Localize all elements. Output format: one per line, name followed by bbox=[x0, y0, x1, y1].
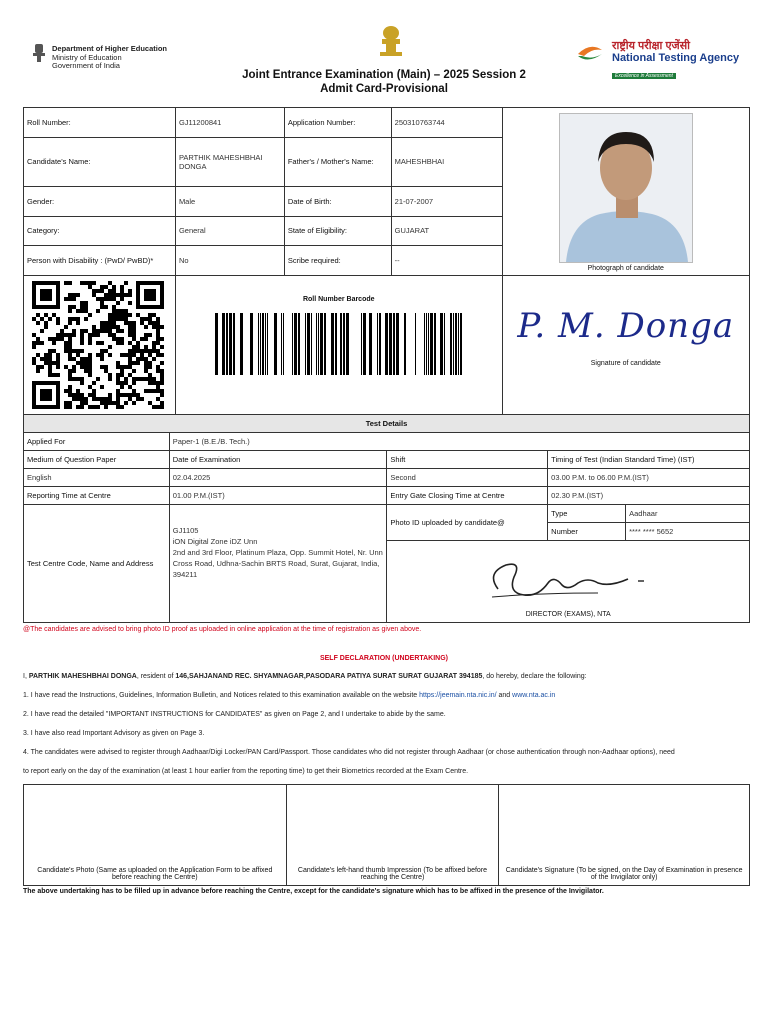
reporting-time-value: 01.00 P.M.(IST) bbox=[169, 487, 387, 505]
test-centre-code: GJ1105 bbox=[172, 526, 199, 535]
category-label: Category: bbox=[24, 216, 176, 246]
application-number-label: Application Number: bbox=[284, 108, 391, 138]
declaration-item-1 bbox=[23, 692, 750, 699]
declaration-item-4-line-1: 4. The candidates were advised to register through Aadhaar/Digi Locker/PAN Card/Passport. Those candidates who did not register through Aadhaar (or chose authentication through non-Aadhaar options), need bbox=[23, 749, 675, 756]
ashoka-emblem-small-icon bbox=[28, 42, 50, 64]
scribe-value: -- bbox=[391, 246, 502, 276]
declaration-address: 146,SAHJANAND REC. SHYAMNAGAR,PASODARA PATIYA SURAT SURAT GUJARAT 394185 bbox=[175, 673, 483, 680]
timing-label: Timing of Test (Indian Standard Time) (IST) bbox=[548, 451, 750, 469]
test-centre-name: iON Digital Zone iDZ Unn bbox=[172, 537, 258, 546]
department-name: Department of Higher Education bbox=[52, 44, 168, 53]
gender-label: Gender: bbox=[24, 186, 176, 216]
gate-closing-label: Entry Gate Closing Time at Centre bbox=[387, 487, 548, 505]
ministry-name: Ministry of Education bbox=[52, 52, 122, 62]
roll-number-value: GJ11200841 bbox=[175, 108, 284, 138]
shift-label: Shift bbox=[387, 451, 548, 469]
jeemain-link[interactable]: https://jeemain.nta.nic.in/ bbox=[419, 692, 497, 699]
test-centre-value bbox=[169, 505, 387, 623]
nta-logo-icon bbox=[576, 42, 604, 64]
id-type-value: Aadhaar bbox=[626, 505, 750, 523]
dob-label: Date of Birth: bbox=[284, 186, 391, 216]
state-eligibility-label: State of Eligibility: bbox=[284, 216, 391, 246]
category-value: General bbox=[175, 216, 284, 246]
qr-code-icon bbox=[32, 281, 166, 409]
candidate-name-value: PARTHIK MAHESHBHAI DONGA bbox=[175, 137, 284, 186]
candidate-info-table bbox=[23, 107, 750, 417]
candidate-name-label: Candidate's Name: bbox=[24, 137, 176, 186]
barcode-icon bbox=[211, 313, 467, 375]
application-number-value: 250310763744 bbox=[391, 108, 502, 138]
state-eligibility-value: GUJARAT bbox=[391, 216, 502, 246]
nta-tagline: Excellence in Assessment bbox=[612, 73, 676, 79]
nta-hindi-name: राष्ट्रीय परीक्षा एजेंसी bbox=[612, 40, 690, 52]
declaration-name: PARTHIK MAHESHBHAI DONGA bbox=[28, 673, 137, 680]
timing-value: 03.00 P.M. to 06.00 P.M.(IST) bbox=[548, 469, 750, 487]
declaration-item-1-text: 1. I have read the Instructions, Guidelines, Information Bulletin, and Notices related to this examination available on the website bbox=[23, 692, 420, 699]
shift-value: Second bbox=[387, 469, 548, 487]
director-caption: DIRECTOR (EXAMS), NTA bbox=[525, 611, 611, 618]
pwd-value: No bbox=[175, 246, 284, 276]
roll-number-label: Roll Number: bbox=[24, 108, 176, 138]
declaration-item-1-and: and bbox=[496, 692, 513, 699]
photo-caption: Photograph of candidate bbox=[587, 265, 664, 272]
photo-cell bbox=[502, 108, 749, 276]
applied-for-value: Paper-1 (B.E./B. Tech.) bbox=[169, 433, 749, 451]
document-title: Admit Card-Provisional bbox=[320, 83, 448, 95]
test-centre-label: Test Centre Code, Name and Address bbox=[24, 505, 170, 623]
director-signature-icon bbox=[478, 553, 658, 611]
signature-caption: Signature of candidate bbox=[590, 360, 661, 367]
page-header bbox=[0, 0, 768, 100]
declaration-intro bbox=[23, 673, 750, 680]
nta-link[interactable]: www.nta.ac.in bbox=[512, 692, 556, 699]
government-name: Government of India bbox=[52, 61, 120, 70]
declaration-item-2: 2. I have read the detailed "IMPORTANT INSTRUCTIONS for CANDIDATES" as given on Page 2, and I undertake to abide by the same. bbox=[23, 711, 446, 718]
barcode-cell bbox=[175, 276, 502, 417]
thumb-impression-box: Candidate's left-hand thumb Impression (To be affixed before reaching the Centre) bbox=[286, 785, 499, 886]
candidate-photo bbox=[559, 113, 693, 263]
gender-value: Male bbox=[175, 186, 284, 216]
test-details-title: Test Details bbox=[24, 415, 750, 433]
photo-id-notice: @The candidates are advised to bring photo ID proof as uploaded in online application at the time of registration as given above. bbox=[23, 626, 422, 633]
declaration-intro-mid: , resident of bbox=[136, 673, 176, 680]
id-number-label: Number bbox=[548, 523, 626, 541]
candidate-photo-image bbox=[560, 114, 692, 262]
national-emblem-icon bbox=[376, 24, 406, 60]
reporting-time-label: Reporting Time at Centre bbox=[24, 487, 170, 505]
undertaking-boxes bbox=[23, 784, 750, 886]
declaration-item-3: 3. I have also read Important Advisory as given on Page 3. bbox=[23, 730, 205, 737]
medium-label: Medium of Question Paper bbox=[24, 451, 170, 469]
gate-closing-value: 02.30 P.M.(IST) bbox=[548, 487, 750, 505]
declaration-intro-suffix: , do hereby, declare the following: bbox=[482, 673, 587, 680]
id-type-label: Type bbox=[548, 505, 626, 523]
barcode-label: Roll Number Barcode bbox=[302, 296, 375, 303]
dob-value: 21-07-2007 bbox=[391, 186, 502, 216]
pwd-label: Person with Disability : (PwD/ PwBD)* bbox=[24, 246, 176, 276]
applied-for-label: Applied For bbox=[24, 433, 170, 451]
photo-id-label: Photo ID uploaded by candidate@ bbox=[387, 505, 548, 541]
medium-value: English bbox=[24, 469, 170, 487]
qr-code-cell bbox=[24, 276, 176, 417]
test-centre-address: 2nd and 3rd Floor, Platinum Plaza, Opp. Summit Hotel, Nr. Unn Cross Road, Udhna-Sachin BRTS Road, Surat, Gujarat, India, 394211 bbox=[172, 548, 383, 579]
candidate-sign-box: Candidate's Signature (To be signed, on the Day of Examination in presence of the Invigilator only) bbox=[499, 785, 750, 886]
declaration-title: SELF DECLARATION (UNDERTAKING) bbox=[319, 655, 449, 662]
photo-affix-box: Candidate's Photo (Same as uploaded on the Application Form to be affixed before reaching the Centre) bbox=[24, 785, 287, 886]
test-details-table bbox=[23, 414, 750, 623]
parent-name-label: Father's / Mother's Name: bbox=[284, 137, 391, 186]
nta-english-name: National Testing Agency bbox=[612, 52, 740, 64]
scribe-label: Scribe required: bbox=[284, 246, 391, 276]
director-signature-cell bbox=[387, 541, 750, 623]
exam-date-value: 02.04.2025 bbox=[169, 469, 387, 487]
declaration-item-4-line-2: to report early on the day of the examination (at least 1 hour earlier from the reporting time) to get their Biometrics recorded at the Exam Centre. bbox=[23, 768, 469, 775]
undertaking-footer-note: The above undertaking has to be filled up in advance before reaching the Centre, except for the candidate's signature which has to be affixed in the presence of the Invigilator. bbox=[23, 888, 604, 895]
signature-cell bbox=[502, 276, 749, 417]
declaration-intro-prefix: I, bbox=[23, 673, 29, 680]
exam-date-label: Date of Examination bbox=[169, 451, 387, 469]
candidate-signature: P. M. Donga bbox=[517, 306, 735, 346]
exam-title: Joint Entrance Examination (Main) – 2025 Session 2 bbox=[242, 69, 526, 81]
parent-name-value: MAHESHBHAI bbox=[391, 137, 502, 186]
id-number-value: **** **** 5652 bbox=[626, 523, 750, 541]
department-block bbox=[52, 45, 167, 71]
